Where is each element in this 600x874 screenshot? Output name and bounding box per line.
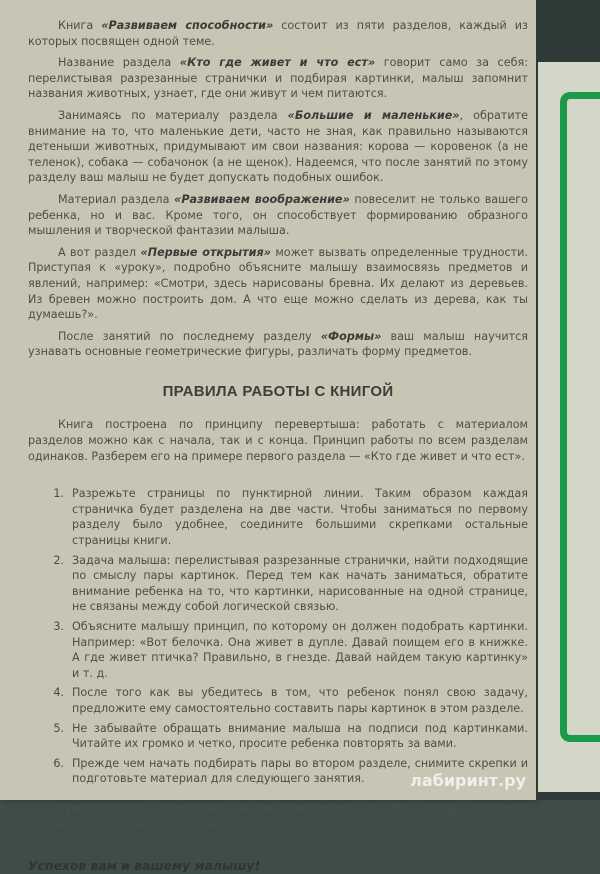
section-name: «Развиваем воображение» <box>174 192 350 206</box>
watermark: лабиринт.ру <box>410 771 526 790</box>
paragraph-text: После занятий по последнему разделу <box>58 329 321 343</box>
list-item <box>28 721 528 752</box>
intro-section <box>28 18 528 360</box>
paragraph-text: Название раздела <box>58 56 180 70</box>
paragraph-text: , обратите внимание на то, что маленькие дети, часто не зная, как правильно называются детеныши животных, придумывают им свои названия: корова — коровенок (а не теленок), собака — собачонок (а не щенок). Надеемся, что после занятий по этому разделу ваш малыш не будет допускать подобных ошибок. <box>28 108 528 185</box>
paragraph-text: может вызвать определенные трудности. Приступая к «уроку», подробно объясните малышу взаимосвязь предметов и явлений, например: «Смотри, здесь нарисованы бревна. Их делают из деревьев. Из бревен можно построить дом. А что еще можно сделать из дерева, как ты думаешь?». <box>28 245 528 322</box>
intro-paragraph <box>28 192 528 239</box>
section-name: «Большие и маленькие» <box>287 108 460 122</box>
intro-paragraph <box>28 245 528 323</box>
step-text: Разрежьте страницы по пунктирной линии. Таким образом каждая страничка будет разделена на две части. Чтобы заниматься по первому разделу было удобнее, соедините большими скрепками остальные страницы книги. <box>72 487 528 548</box>
intro-paragraph <box>28 18 528 49</box>
steps-list <box>28 486 528 787</box>
section-heading: ПРАВИЛА РАБОТЫ С КНИГОЙ <box>162 382 394 400</box>
step-text: Не забывайте обращать внимание малыша на подписи под картинками. Читайте их громко и четко, просите ребенка повторять за вами. <box>72 721 528 751</box>
paragraph-text: А вот раздел <box>58 245 141 259</box>
green-frame-border <box>560 92 600 742</box>
list-item <box>28 486 528 548</box>
section-name: «Формы» <box>320 329 382 343</box>
paragraph-text: состоит из пяти разделов, каждый из которых посвящен одной теме. <box>28 19 528 48</box>
step-text: Задача малыша: перелистывая разрезанные странички, найти подходящие по смыслу пары картинок. Перед тем как начать заниматься, обратите внимание ребенка на то, что картинки, нарисованные на одной странице, не связаны между собой логической связью. <box>72 553 528 614</box>
section-intro: Книга построена по принципу перевертыша: работать с материалом разделов можно как с начала, так и с конца. Принцип работы по всем разделам одинаков. Разберем его на примере первого раздела — «Кто где живет и что ест». <box>28 418 528 463</box>
section-name: «Первые открытия» <box>140 245 271 259</box>
paragraph-text: Книга <box>58 19 102 32</box>
step-number: 4. <box>53 686 64 700</box>
closing-paragraph: Руководствуясь описанным выше принципом, вы без труда составите логические цепочки в остальных разделах. <box>28 801 528 831</box>
intro-paragraph <box>28 108 528 186</box>
intro-paragraph <box>28 55 528 102</box>
step-number: 3. <box>53 620 64 633</box>
paragraph-text: говорит само за себя: перелистывая разрезанные странички и подбирая картинки, малыш запомнит названия животных, узнает, где они живут и чем питаются. <box>28 56 528 101</box>
step-text: Прежде чем начать подбирать пары во втором разделе, снимите скрепки и подготовьте материал для следующего занятия. <box>72 756 528 786</box>
step-text: Объясните малышу принцип, по которому он должен подобрать картинки. Например: «Вот белочка. Она живет в дупле. Давай поищем его в книжке. А где живет птичка? Правильно, в гнезде. Давай найдем такую картинку» и т. д. <box>72 620 528 680</box>
paragraph-text: Занимаясь по материалу раздела <box>58 108 288 122</box>
list-item <box>28 685 528 716</box>
list-item <box>28 619 528 681</box>
paragraph-text: Материал раздела <box>58 192 175 206</box>
list-item <box>28 553 528 615</box>
section-name: «Кто где живет и что ест» <box>179 56 376 70</box>
closing-wish: Успехов вам и вашему малышу! <box>28 858 261 874</box>
paragraph-text: ваш малыш научится узнавать основные геометрические фигуры, различать форму предметов. <box>28 329 528 359</box>
paragraph-text: повеселит не только вашего ребенка, но и вас. Кроме того, он способствует формированию образного мышления и творческой фантазии малыша. <box>28 192 528 238</box>
intro-paragraph <box>28 329 528 360</box>
step-text: После того как вы убедитесь в том, что ребенок понял свою задачу, предложите ему самостоятельно составить пары картинок в этом разделе. <box>72 686 528 715</box>
step-number: 5. <box>53 721 64 735</box>
section-name: «Развиваем способности» <box>101 19 274 32</box>
page-text <box>28 18 528 874</box>
step-number: 1. <box>53 487 64 501</box>
step-number: 2. <box>53 553 64 567</box>
step-number: 6. <box>53 756 64 770</box>
